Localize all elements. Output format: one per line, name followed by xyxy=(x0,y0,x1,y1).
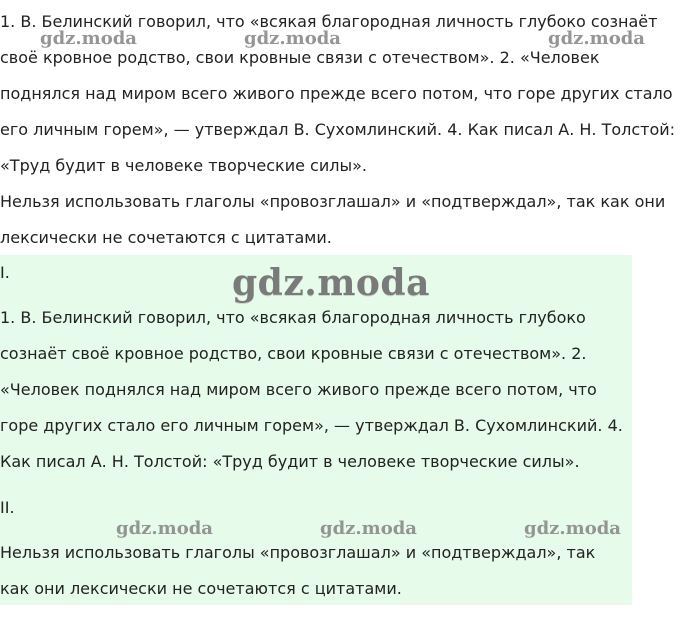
watermark-logo: gdz.moda xyxy=(320,518,417,539)
watermark-logo: gdz.moda xyxy=(40,28,137,49)
watermark-logo: gdz.moda xyxy=(524,518,621,539)
section-2-label: II. xyxy=(0,498,15,517)
section-2-text: Нельзя использовать глаголы «провозглашал» и «подтверждал», так как они лексически не сочетаются с цитатами. xyxy=(0,543,596,598)
top-paragraph-explanation: Нельзя использовать глаголы «провозглашал» и «подтверждал», так как они лексически не сочетаются с цитатами. xyxy=(0,192,666,247)
top-paragraph-quotes: 1. В. Белинский говорил, что «всякая благородная личность глубоко сознаёт своё кровное родство, свои кровные связи с отечеством». 2. «Человек поднялся над миром всего живого прежде всего потом, что горе других стало его личным горем», — утверждал В. Сухомлинский. 4. Как писал А. Н. Толстой: «Труд будит в человеке творческие силы». xyxy=(0,12,676,175)
watermark-logo: gdz.moda xyxy=(116,518,213,539)
watermark-logo: gdz.moda xyxy=(548,28,645,49)
watermark-logo: gdz.moda xyxy=(244,28,341,49)
answer-box xyxy=(0,255,632,605)
section-1-label: I. xyxy=(0,263,10,282)
section-1-text: 1. В. Белинский говорил, что «всякая благородная личность глубоко сознаёт своё кровное родство, свои кровные связи с отечеством». 2. «Человек поднялся над миром всего живого прежде всего потом, что горе других стало его личным горем», — утверждал В. Сухомлинский. 4. Как писал А. Н. Толстой: «Труд будит в человеке творческие силы». xyxy=(0,308,623,471)
top-text-block xyxy=(0,4,676,256)
watermark-logo-large: gdz.moda xyxy=(232,262,430,304)
